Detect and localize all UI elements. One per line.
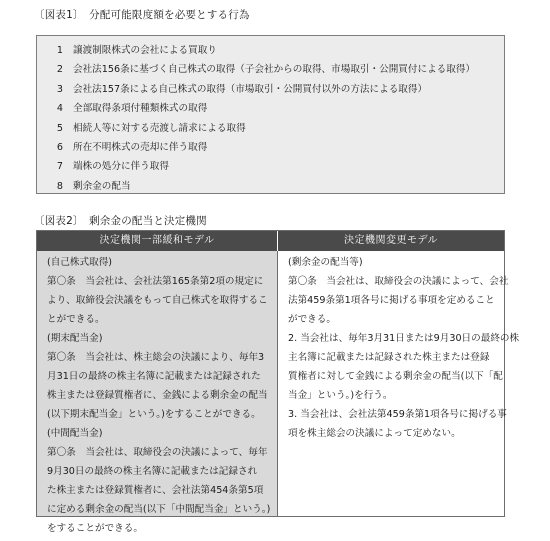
text-line: 第〇条 当会社は、株主総会の決議により、毎年3 <box>47 352 265 363</box>
text-line: 第〇条 当会社は、取締役会の決議によって、会社 <box>288 276 509 287</box>
text-line: 主名簿に記載または記録された株主または登録 <box>288 352 490 363</box>
text-line: (中間配当金) <box>47 428 103 439</box>
item-number: 5 <box>56 122 63 134</box>
list-item <box>37 177 504 196</box>
figure2-comparison-table <box>36 230 520 534</box>
text-line: 9月30日の最終の株主名簿に記載または記録され <box>47 466 258 477</box>
text-line: 2. 当会社は、毎年3月31日または9月30日の最終の株 <box>288 333 520 344</box>
text-line: に定める剰余金の配当(以下「中間配当金」という。) <box>47 504 271 515</box>
list-item <box>37 60 504 79</box>
text-line: 第〇条 当会社は、会社法第165条第2項の規定に <box>47 276 264 287</box>
item-text: 剰余金の配当 <box>73 180 131 192</box>
text-line: た株主または登録質権者に、会社法第454条第5項 <box>47 485 264 496</box>
figure1-list-box <box>36 35 505 194</box>
text-line: ができる。 <box>288 314 336 325</box>
item-text: 会社法156条に基づく自己株式の取得（子会社からの取得、市場取引・公開買付による取得） <box>73 64 476 76</box>
item-text: 譲渡制限株式の会社による買取り <box>73 45 217 56</box>
right-column-body <box>278 251 520 516</box>
text-line: (期末配当金) <box>47 333 103 344</box>
figure1-title: 〔図表1〕 分配可能限度額を必要とする行為 <box>34 9 250 21</box>
text-line: (以下期末配当金」という。)をすることができる。 <box>47 409 261 420</box>
item-text: 全部取得条項付種類株式の取得 <box>73 103 208 115</box>
left-column-body <box>37 251 278 534</box>
list-item <box>37 119 504 138</box>
text-line: 株主または登録質権者に、金銭による剰余金の配当 <box>47 390 268 401</box>
list-item <box>37 80 504 99</box>
item-text: 所在不明株式の売却に伴う取得 <box>73 141 208 153</box>
text-line: をすることができる。 <box>47 523 143 534</box>
text-line: より、取締役会決議をもって自己株式を取得するこ <box>47 295 268 306</box>
item-text: 相続人等に対する売渡し請求による取得 <box>73 122 246 134</box>
text-line: (剰余金の配当等) <box>288 257 363 268</box>
list-item <box>37 41 504 60</box>
text-line: 項を株主総会の決議によって定めない。 <box>288 428 461 439</box>
list-item <box>37 138 504 157</box>
item-number: 3 <box>56 83 63 95</box>
text-line: とができる。 <box>47 314 105 325</box>
item-text: 会社法157条による自己株式の取得（市場取引・公開買付以外の方法による取得） <box>73 83 428 95</box>
figure2-title: 〔図表2〕 剰余金の配当と決定機関 <box>34 215 207 227</box>
item-number: 4 <box>56 103 63 115</box>
text-line: 質権者に対して金銭による剰余金の配当(以下「配 <box>288 371 503 382</box>
list-item <box>37 99 504 118</box>
item-text: 端株の処分に伴う取得 <box>73 161 169 173</box>
item-number: 1 <box>56 45 63 56</box>
text-line: 3. 当会社は、会社法第459条第1項各号に掲げる事 <box>288 409 507 420</box>
item-number: 6 <box>56 141 63 153</box>
item-number: 7 <box>56 161 63 173</box>
left-column-header: 決定機関一部緩和モデル <box>37 231 278 251</box>
text-line: 法第459条第1項各号に掲げる事項を定めること <box>288 295 495 306</box>
text-line: (自己株式取得) <box>47 257 113 268</box>
text-line: 当金」という。)を行う。 <box>288 390 393 401</box>
list-item <box>37 157 504 176</box>
right-column-header: 決定機関変更モデル <box>278 231 504 251</box>
item-number: 2 <box>56 64 63 76</box>
item-number: 8 <box>56 180 63 192</box>
text-line: 月31日の最終の株主名簿に記載または記録された <box>47 371 261 382</box>
text-line: 第〇条 当会社は、取締役会の決議によって、毎年 <box>47 447 268 458</box>
